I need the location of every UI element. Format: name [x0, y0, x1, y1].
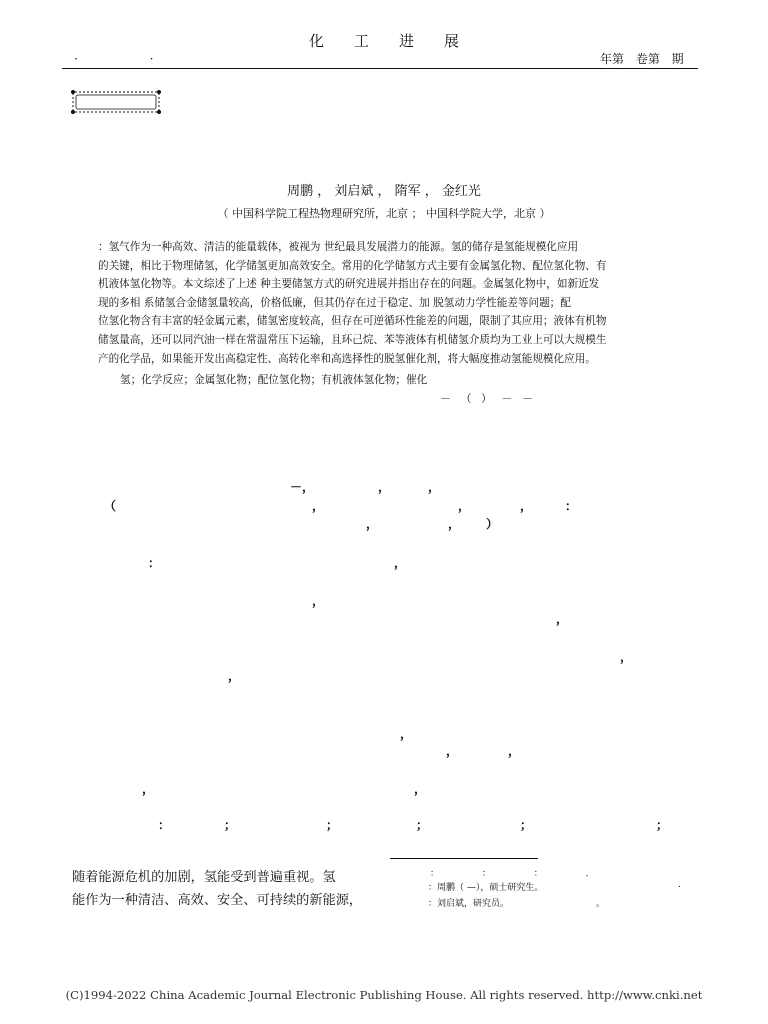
mark-17: ， — [228, 669, 241, 683]
abstract-line: 产的化学品，如果能开发出高稳定性、高转化率和高选择性的脱氢催化剂，将大幅度推动氢能规模化应用。 — [98, 352, 596, 365]
footnote-rule — [390, 858, 538, 859]
mark-11: ） — [486, 517, 499, 531]
footnote-marks: ： ： ： ． — [430, 869, 595, 879]
ornamental-border-icon — [70, 88, 162, 116]
body-text — [72, 866, 362, 912]
abstract-line: ：氢气作为一种高效、清洁的能量载体，被视为 世纪最具发展潜力的能源。氢的储存是氢能规模化应用 — [98, 241, 579, 253]
mark-19: ， — [446, 744, 459, 758]
authors: 周鹏 ， 刘启斌 ， 隋军 ， 金红光 — [287, 184, 481, 199]
mark-8: ： — [565, 499, 578, 513]
abstract-line: 储氢量高，还可以同汽油一样在常温常压下运输，且环己烷、苯等液体有机储氢介质均为工业上可以大规模生 — [98, 333, 607, 346]
body-line: 随着能源危机的加剧，氢能受到普遍重视。氢 — [72, 870, 336, 885]
mark-7: ， — [520, 499, 533, 513]
keywords: 氢；化学反应；金属氢化物；配位氢化物；有机液体氢化物；催化 — [120, 374, 428, 386]
abstract-line: 位氢化物含有丰富的轻金属元素，储氢密度较高，但存在可逆循环性能差的问题，限制了其应用；液体有机物 — [98, 315, 607, 328]
mark-14: ， — [312, 594, 325, 608]
footnote-dot-2: 。 — [596, 899, 606, 909]
mark-2: ， — [378, 480, 391, 494]
mark-15: ， — [556, 612, 569, 626]
header-rule — [62, 68, 698, 69]
body-line: 能作为一种清洁、高效、安全、可持续的新能源， — [72, 893, 363, 908]
mark-27: ； — [520, 818, 533, 832]
issue-info: 年第 卷第 期 — [600, 52, 684, 66]
mark-9: ， — [366, 517, 379, 531]
mark-1: －， — [290, 480, 315, 494]
mark-22: ， — [414, 782, 427, 796]
affiliation: （ 中国科学院工程热物理研究所，北京 ； 中国科学院大学，北京 ） — [217, 207, 551, 220]
abstract — [98, 238, 678, 368]
abstract-line: 现的多相 系储氢合金储氢量较高，价格低廉，但其仍存在过于稳定、加 脱氢动力学性能差等问题；配 — [98, 296, 571, 309]
mark-20: ， — [508, 744, 521, 758]
copyright-notice: (C)1994-2022 China Academic Journal Electronic Publishing House. All rights reserved. http://www.cnki.net — [65, 988, 703, 1002]
mark-6: ， — [458, 499, 471, 513]
journal-title: 化工进展 — [308, 32, 489, 50]
mark-24: ； — [224, 818, 237, 832]
mark-25: ； — [326, 818, 339, 832]
mark-12: ： — [148, 556, 161, 570]
mark-18: ， — [400, 727, 413, 741]
footnote-author-1: ：周鹏（ —），硕士研究生。 — [428, 883, 544, 893]
mark-13: ， — [394, 556, 407, 570]
mark-21: ， — [142, 782, 155, 796]
page-marks: · · — [74, 52, 188, 66]
mark-10: ， — [448, 517, 461, 531]
abstract-line: 机液体氢化物等。本文综述了上述 种主要储氢方式的研究进展并指出存在的问题。金属氢化物中，如新近发 — [98, 278, 600, 291]
footnote-dot-1: . — [678, 880, 681, 890]
mark-28: ； — [656, 818, 669, 832]
mark-23: ： — [158, 818, 171, 832]
abstract-line: 的关键，相比于物理储氢，化学储氢更加高效安全。常用的化学储氢方式主要有金属氢化物、配位氢化物、有 — [98, 259, 607, 272]
classification-code: － （ ） － － — [440, 392, 533, 405]
mark-4: （ — [104, 499, 117, 513]
footnote-author-2: ：刘启斌，研究员。 — [428, 899, 510, 909]
mark-26: ； — [416, 818, 429, 832]
mark-16: ， — [620, 650, 633, 664]
mark-5: ， — [312, 499, 325, 513]
mark-3: ， — [428, 480, 441, 494]
